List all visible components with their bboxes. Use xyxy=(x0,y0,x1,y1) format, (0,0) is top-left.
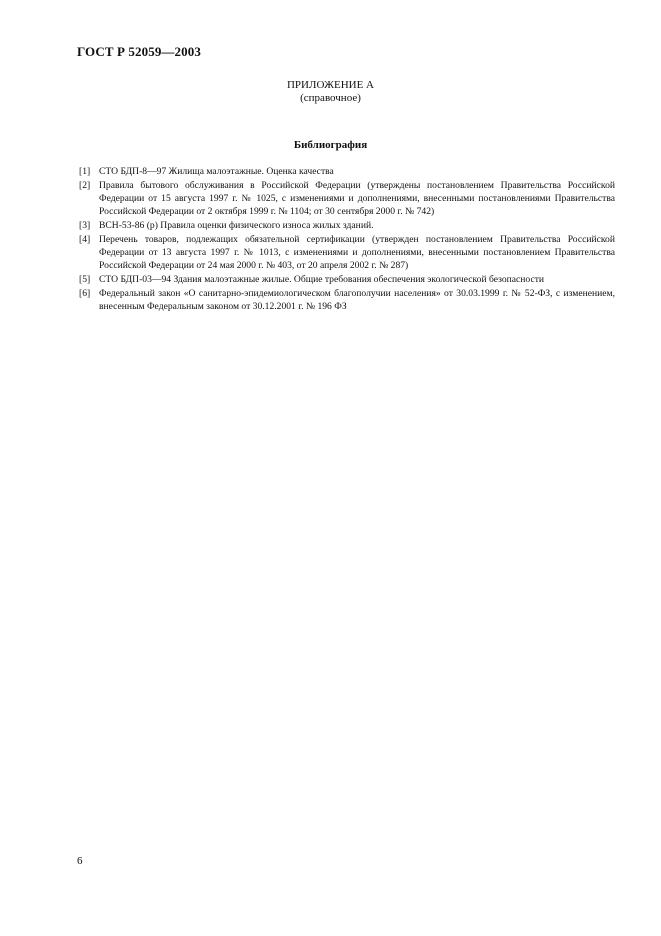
bibliography-item xyxy=(79,287,615,313)
bibliography-item xyxy=(79,219,615,232)
bibliography-item-number: [2] xyxy=(79,180,91,192)
bibliography-item-text: ВСН-53-86 (р) Правила оценки физического износа жилых зданий. xyxy=(99,220,374,232)
bibliography-item-text: СТО БДП-8—97 Жилища малоэтажные. Оценка качества xyxy=(99,166,334,177)
standard-code-header: ГОСТ Р 52059—2003 xyxy=(77,44,201,59)
page-number: 6 xyxy=(77,855,83,867)
bibliography-item-number: [3] xyxy=(79,220,91,232)
bibliography-item-text: Федеральный закон «О санитарно-эпидемиологическом благополучии населения» от 30.03.1999 г. № 52-ФЗ, с изменением, внесенным Федеральным законом от 30.12.2001 г. № 196 ФЗ xyxy=(99,288,615,313)
bibliography-item xyxy=(79,179,615,218)
bibliography-list xyxy=(79,165,615,315)
bibliography-item-text: Правила бытового обслуживания в Российской Федерации (утверждены постановлением Правительства Российской Федерации от 15 августа 1997 г. № 1025, с изменениями и дополнениями, внесенными постановлениями Правительства Российской Федерации от 2 октября 1999 г. № 1104; от 30 сентября 2000 г. № 742) xyxy=(99,180,615,218)
bibliography-item xyxy=(79,233,615,272)
bibliography-item xyxy=(79,165,615,178)
bibliography-item-number: [6] xyxy=(79,288,91,300)
appendix-title: ПРИЛОЖЕНИЕ А xyxy=(286,79,374,91)
appendix-heading xyxy=(0,79,661,105)
bibliography-item-text: Перечень товаров, подлежащих обязательной сертификации (утвержден постановлением Правительства Российской Федерации от 13 августа 1997 г. № 1013, с изменениями и дополнениями, внесенными постановлением Правительства Российской Федерации от 24 мая 2000 г. № 403, от 20 апреля 2002 г. № 287) xyxy=(99,234,615,272)
bibliography-item-number: [5] xyxy=(79,274,91,286)
bibliography-item-number: [4] xyxy=(79,234,91,246)
bibliography-item-text: СТО БДП-03—94 Здания малоэтажные жилые. Общие требования обеспечения экологической безопасности xyxy=(99,274,545,286)
appendix-subtitle: (справочное) xyxy=(300,92,361,104)
bibliography-title: Библиография xyxy=(293,139,368,151)
bibliography-item xyxy=(79,273,615,286)
bibliography-item-number: [1] xyxy=(79,166,91,177)
